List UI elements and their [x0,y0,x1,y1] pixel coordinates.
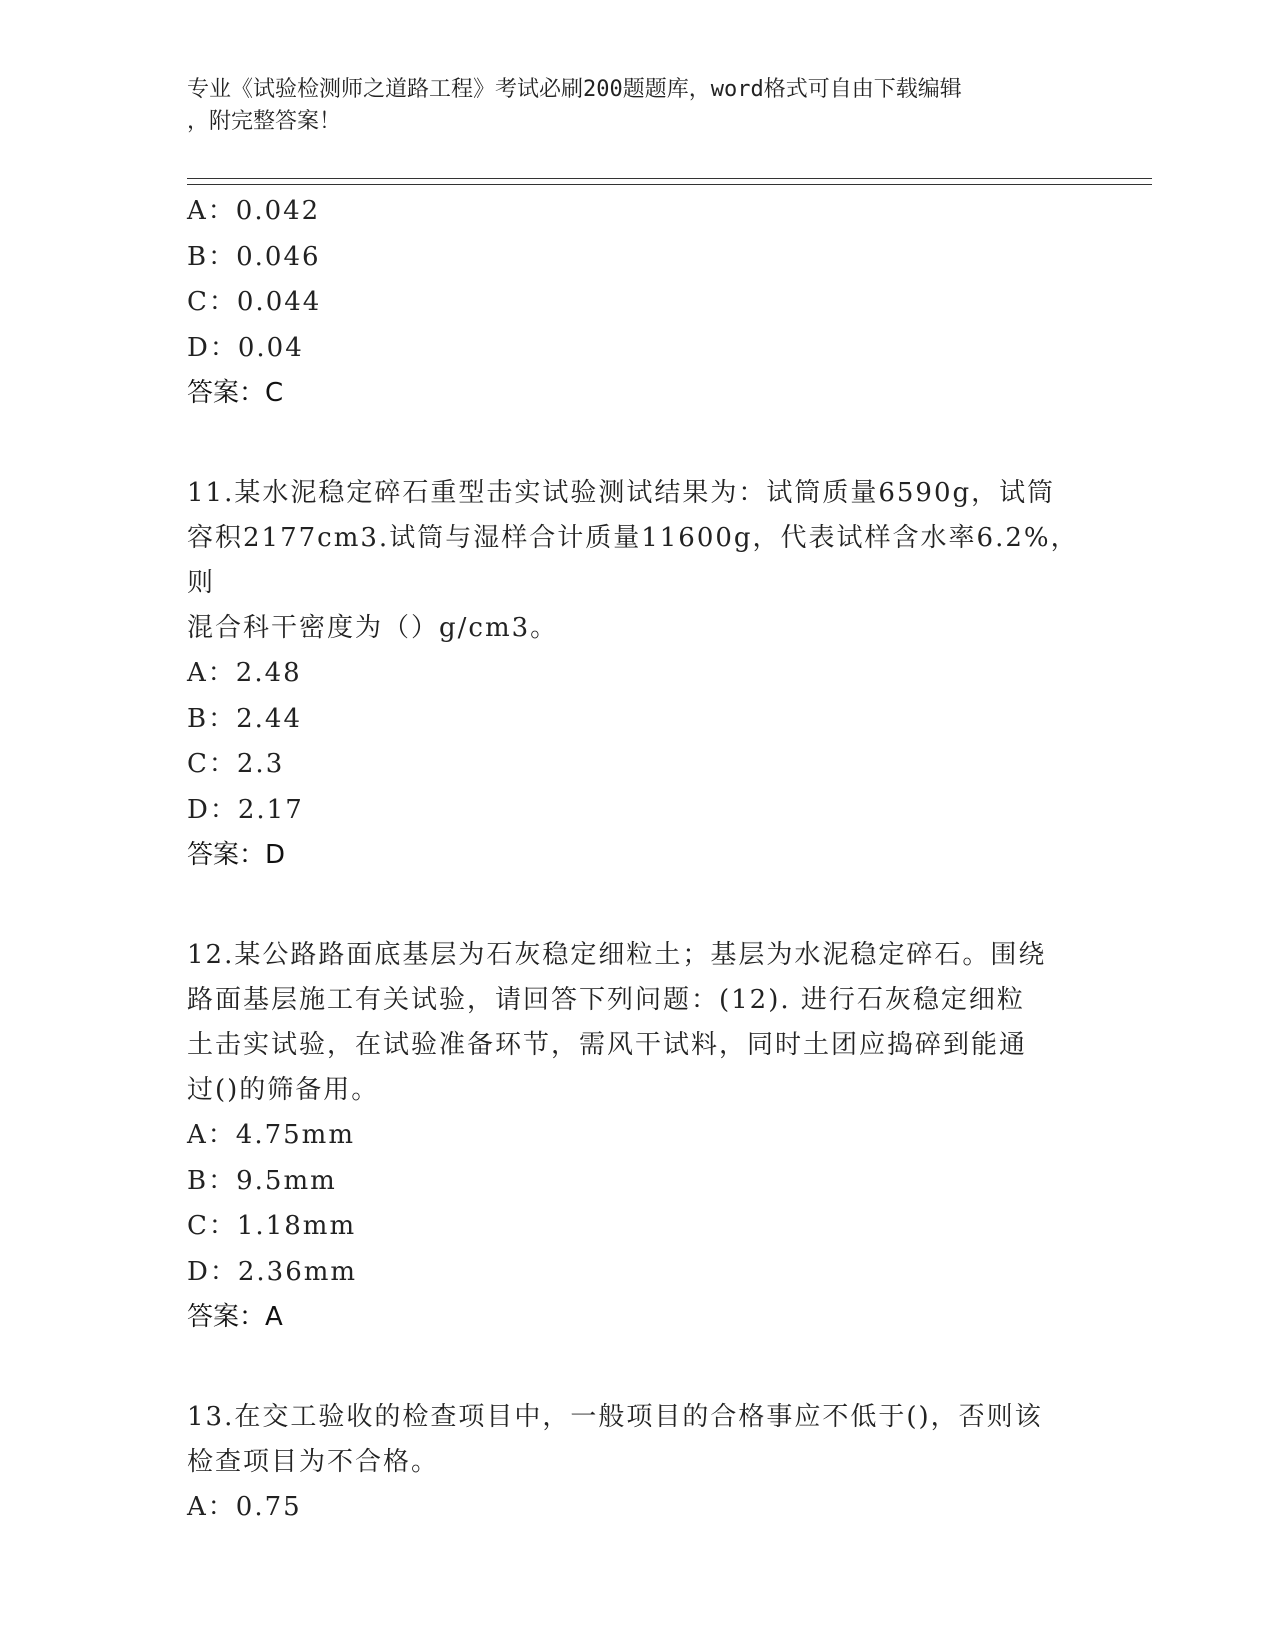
question-text [187,471,1087,651]
document-header [187,74,1067,138]
header-divider-top [187,178,1152,179]
option-c: C：1.18mm [187,1211,357,1241]
question-text [187,933,1087,1113]
question-block-11 [187,471,1087,878]
option-c: C：2.3 [187,749,285,779]
option-b: B：2.44 [187,703,302,734]
question-line: 容积2177cm3.试筒与湿样合计质量11600g，代表试样含水率6.2%，则 [187,523,1079,598]
header-divider-bottom [187,184,1152,185]
question-block-13 [187,1395,1087,1531]
header-line-1: 专业《试验检测师之道路工程》考试必刷200题题库，word格式可自由下载编辑 [187,77,962,102]
option-d: D：0.04 [187,332,304,363]
header-line-2: ，附完整答案！ [187,109,342,134]
question-block-10 [187,189,1087,416]
question-text [187,1395,1087,1485]
option-a: A：0.042 [187,196,321,226]
option-c: C：0.044 [187,287,322,317]
question-line: 检查项目为不合格。 [187,1447,440,1477]
answer: 答案：C [187,378,284,408]
answer: 答案：A [187,1302,283,1332]
option-a: A：4.75mm [187,1120,355,1150]
option-d: D：2.36mm [187,1256,358,1287]
option-b: B：9.5mm [187,1165,337,1196]
question-line: 混合科干密度为（）g/cm3。 [187,613,559,643]
document-body [187,189,1087,1531]
question-line: 路面基层施工有关试验，请回答下列问题：(12). 进行石灰稳定细粒 [187,985,1025,1015]
question-line: 过()的筛备用。 [187,1075,380,1105]
question-line: 12.某公路路面底基层为石灰稳定细粒土；基层为水泥稳定碎石。围绕 [187,940,1047,970]
question-line: 土击实试验，在试验准备环节，需风干试料，同时土团应捣碎到能通 [187,1030,1028,1060]
option-a: A：2.48 [187,658,302,688]
question-line: 13.在交工验收的检查项目中，一般项目的合格事应不低于()，否则该 [187,1402,1043,1432]
option-b: B：0.046 [187,241,321,272]
option-a: A：0.75 [187,1492,302,1522]
question-line: 11.某水泥稳定碎石重型击实试验测试结果为：试筒质量6590g，试筒 [187,478,1056,508]
option-d: D：2.17 [187,794,304,825]
question-block-12 [187,933,1087,1340]
answer: 答案：D [187,840,286,870]
